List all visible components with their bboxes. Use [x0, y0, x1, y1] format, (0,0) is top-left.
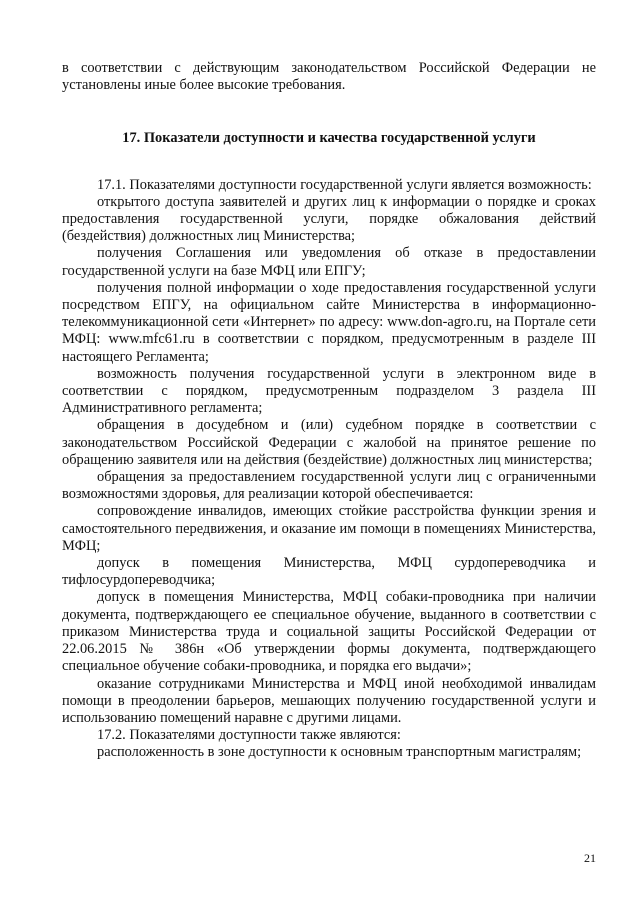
- paragraph-17-2: 17.2. Показателями доступности также являются:: [97, 727, 401, 744]
- paragraph-guide-dog: допуск в помещения Министерства, МФЦ собаки-проводника при наличии документа, подтверждающего ее специальное обучение, выданного в соответствии с приказом Министерства труда и социальной защиты Российской Федерации от 22.06.2015 № 386н «Об утверждении формы документа, подтверждающего специальное обучение собаки-проводника, и порядка его выдачи»;: [62, 589, 596, 675]
- paragraph-agreement-receipt: получения Соглашения или уведомления об отказе в предоставлении государственной услуги на базе МФЦ или ЕПГУ;: [62, 245, 596, 279]
- paragraph-open-access: открытого доступа заявителей и других лиц к информации о порядке и сроках предоставления государственной услуги, порядке обжалования действий (бездействия) должностных лиц Министерства;: [62, 193, 596, 245]
- page-body: [62, 60, 596, 762]
- paragraph-transport: расположенность в зоне доступности к основным транспортным магистралям;: [97, 744, 582, 761]
- paragraph-staff-assistance: оказание сотрудниками Министерства и МФЦ иной необходимой инвалидам помощи в преодолении барьеров, мешающих получению государственной услуги и использованию помещений наравне с другими лицами.: [62, 675, 596, 726]
- section-heading: 17. Показатели доступности и качества государственной услуги: [122, 130, 536, 147]
- paragraph-escort: сопровождение инвалидов, имеющих стойкие расстройства функции зрения и самостоятельного передвижения, и оказание им помощи в помещениях Министерства, МФЦ;: [62, 503, 596, 554]
- paragraph-disabled-access: обращения за предоставлением государственной услуги лиц с ограниченными возможностями здоровья, для реализации которой обеспечивается:: [62, 469, 596, 503]
- paragraph-interpreter: допуск в помещения Министерства, МФЦ сурдопереводчика и тифлосурдопереводчика;: [62, 555, 596, 589]
- page-number: 21: [584, 851, 596, 865]
- paragraph-17-1: 17.1. Показателями доступности государственной услуги является возможность:: [97, 176, 592, 193]
- paragraph-electronic-service: возможность получения государственной услуги в электронном виде в соответствии с порядком, предусмотренным подразделом 3 раздела III Административного регламента;: [62, 365, 596, 417]
- spacer: [62, 167, 596, 177]
- paragraph-progress-info: получения полной информации о ходе предоставления государственной услуги посредством ЕПГУ, на официальном сайте Министерства в информационно-телекоммуникационной сети «Интернет» по адресу: www.don-agro.ru, на Портале сети МФЦ: www.mfc61.ru в соответствии с порядком, предусмотренным в разделе III настоящего Регламента;: [62, 279, 596, 365]
- intro-paragraph: в соответствии с действующим законодательством Российской Федерации не установлены иные более высокие требования.: [62, 60, 596, 94]
- paragraph-appeal: обращения в досудебном и (или) судебном порядке в соответствии с законодательством Российской Федерации с жалобой на принятое решение по обращению заявителя или на действия (бездействие) должностных лиц министерства;: [62, 417, 596, 468]
